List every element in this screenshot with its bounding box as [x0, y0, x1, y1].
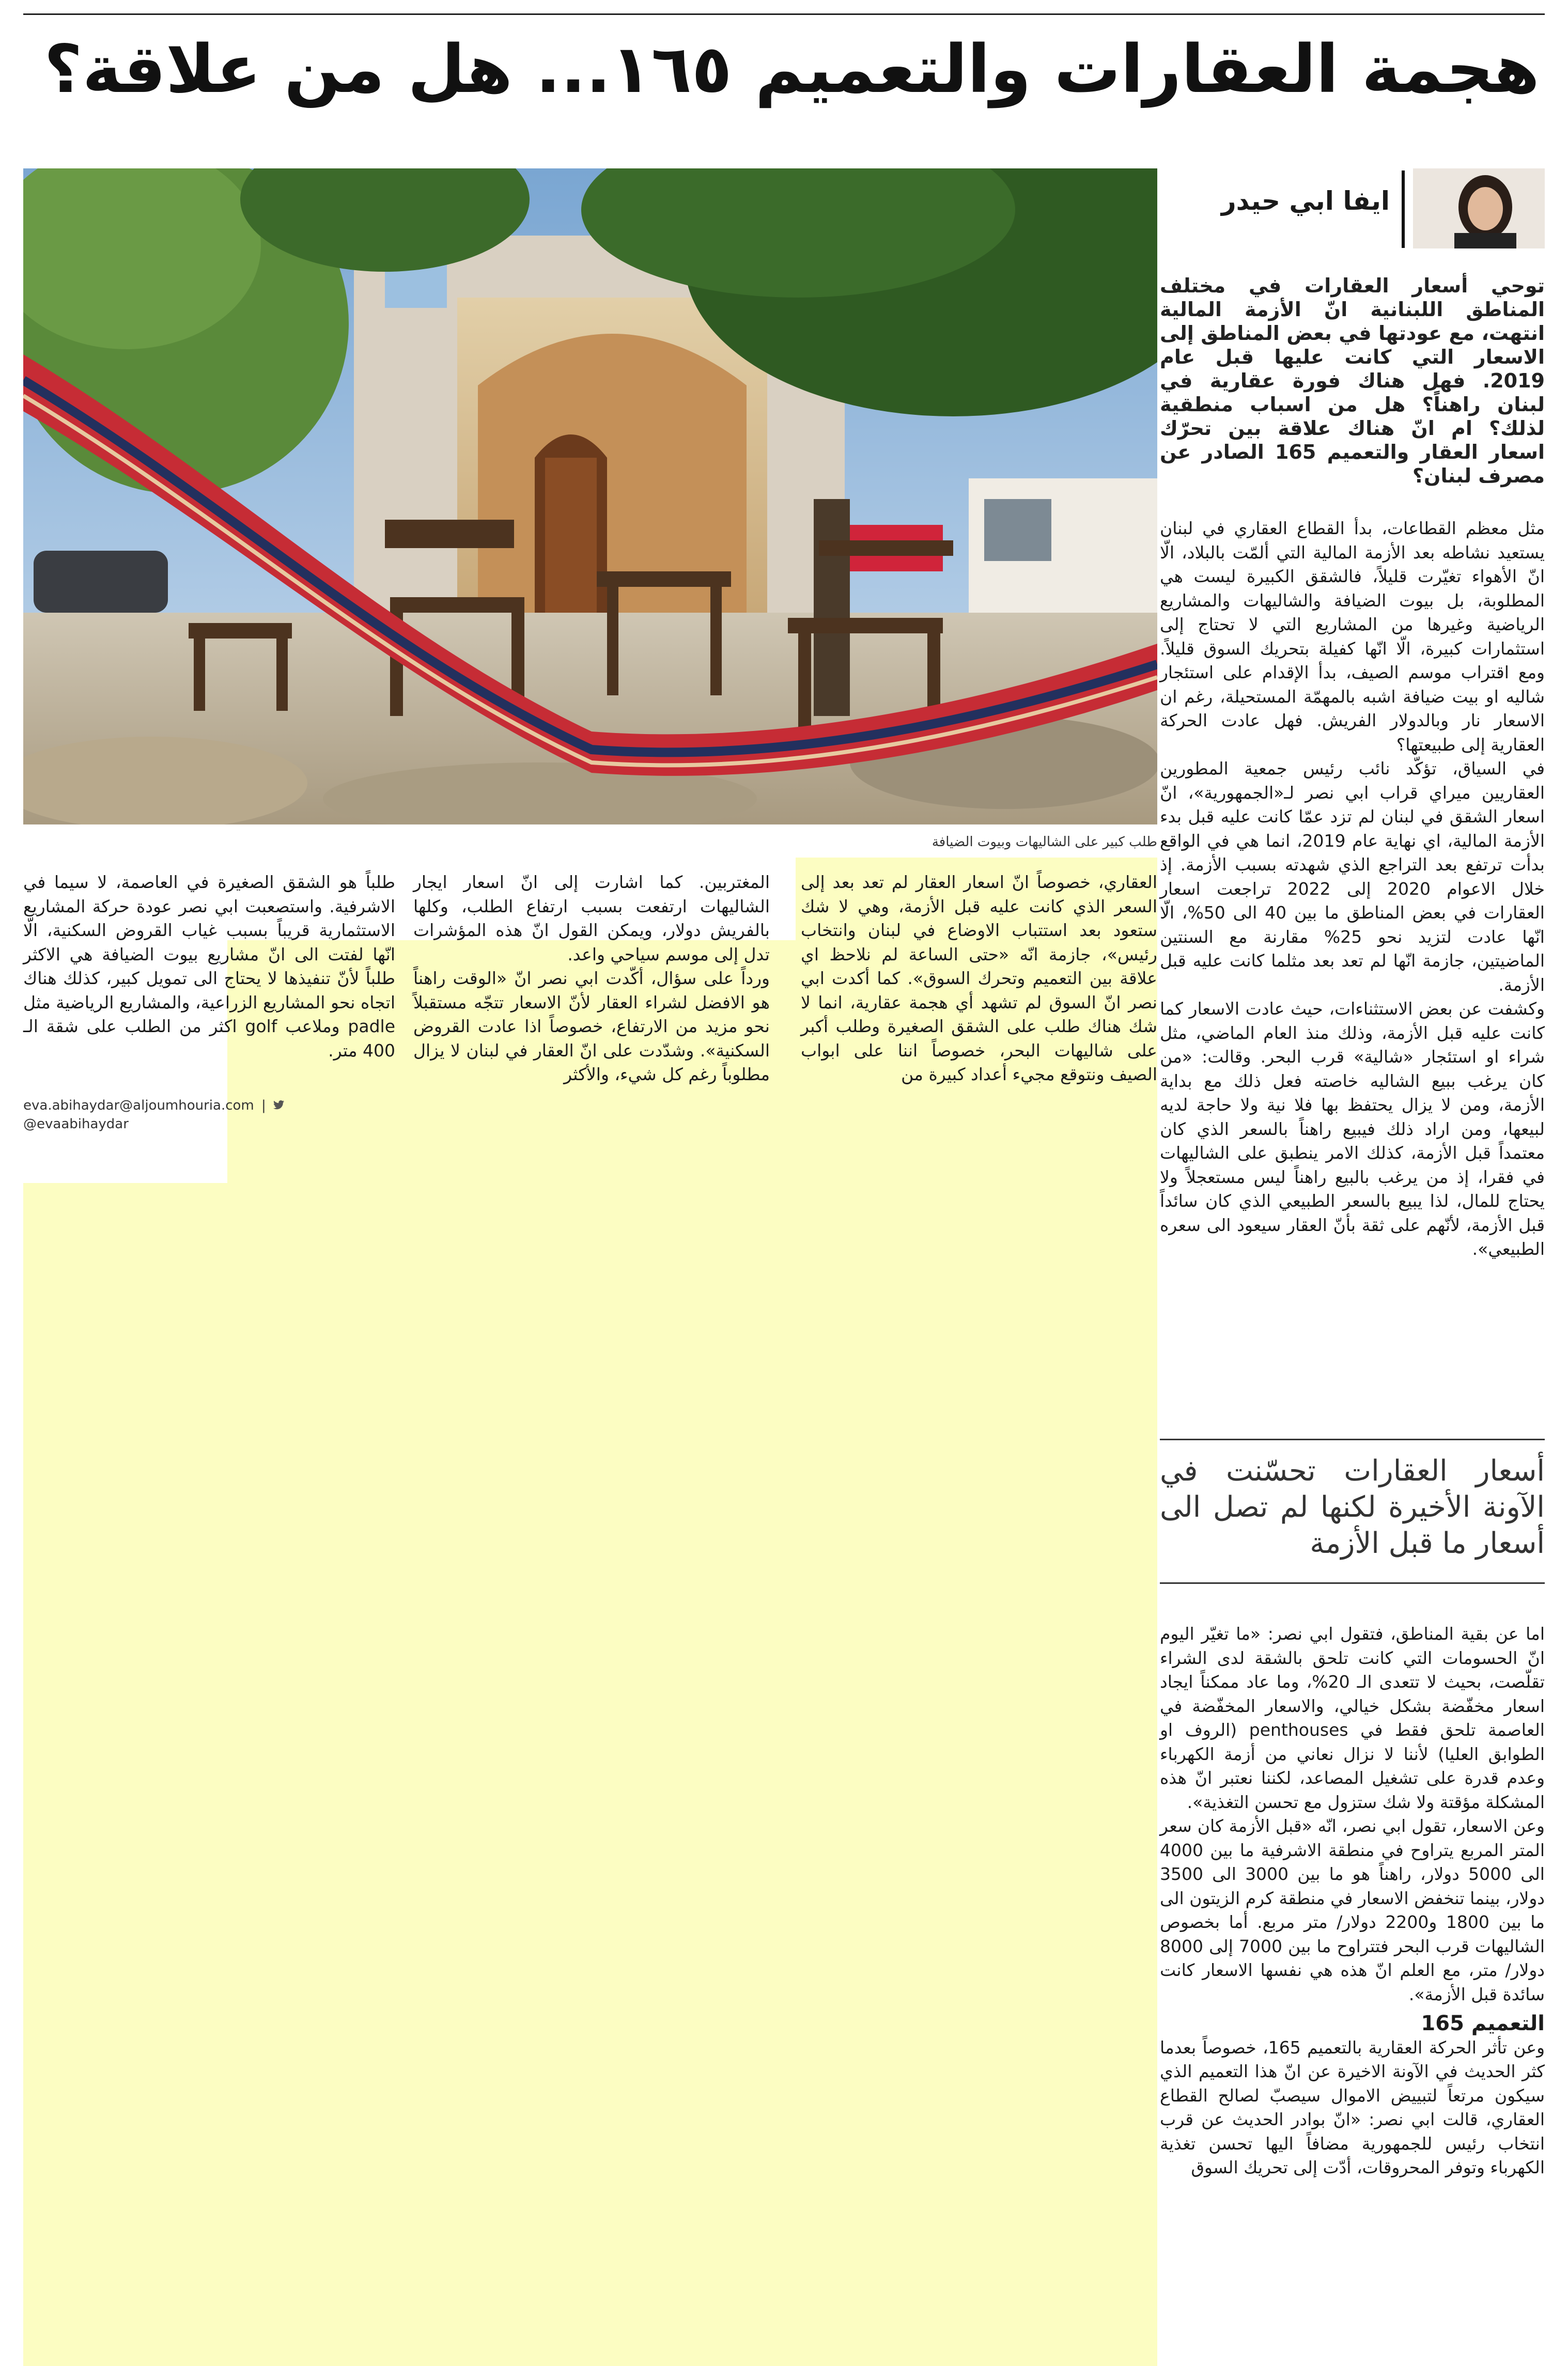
contact-twitter[interactable]: @evaabihaydar	[23, 1116, 129, 1132]
author-contact	[23, 1096, 395, 1133]
paragraph: وعن تأثر الحركة العقارية بالتعميم 165، خصوصاً بعدما كثر الحديث في الآونة الاخيرة عن انّ هذا التعميم الذي سيكون مرتعاً لتبييض الاموال سيصبّ لصالح القطاع العقاري، قالت ابي نصر: «انّ بوادر الحديث عن قرب انتخاب رئيس للجمهورية مضافاً اليها تحسن تغذية الكهرباء وتوفر المحروقات، أدّت إلى تحريك السوق	[1160, 2037, 1545, 2177]
twitter-bird-icon-svg	[273, 1100, 285, 1110]
lead-paragraph: توحي أسعار العقارات في مختلف المناطق اللبنانية انّ الأزمة المالية انتهت، مع عودتها في بعض المناطق إلى الاسعار التي كانت عليها قبل عام 2019. فهل هناك فورة عقارية في لبنان راهناً؟ هل من اسباب منطقية لذلك؟ ام انّ هناك علاقة بين تحرّك اسعار العقار والتعميم 165 الصادر عن مصرف لبنان؟	[1160, 274, 1545, 487]
paragraph: وكشفت عن بعض الاستثناءات، حيث عادت الاسعار كما كانت عليه قبل الأزمة، وذلك منذ العام الماضي، مثل شراء او استئجار «شالية» قرب البحر. وقالت: «من كان يرغب ببيع الشاليه خاصته فعل ذلك مع بداية الأزمة، ومن لا يزال يحتفظ بها فلا نية ولا حاجة لديه لبيعها، ومن اراد ذلك فيبيع راهناً بالسعر الذي كان معتمداً قبل الأزمة، كذلك الامر ينطبق على الشاليهات في فقرا، إذ من يرغب بالبيع راهناً ليس مستعجلاً ولا يحتاج للمال، لذا يبيع بالسعر الطبيعي الذي كان سائداً قبل الأزمة، لأنّهم على ثقة بأنّ العقار سيعود الى سعره الطبيعي».	[1160, 999, 1545, 1259]
top-rule	[23, 13, 1545, 15]
article-column-a: العقاري، خصوصاً انّ اسعار العقار لم تعد بعد إلى السعر الذي كانت عليه قبل الأزمة، وهي لا شك ستعود بعد استتباب الاوضاع في لبنان وانتخاب رئيس»، جازمة انّه «حتى الساعة لم نلاحظ اي علاقة بين التعميم وتحرك السوق». كما أكدت ابي نصر انّ السوق لم تشهد أي هجمة عقارية، انما لا شك هناك طلب على الشقق الصغيرة وطلب أكبر على شاليهات البحر، خصوصاً اننا على ابواب الصيف ونتوقع مجيء أعداد كبيرة من	[801, 872, 1157, 1084]
paragraph: مثل معظم القطاعات، بدأ القطاع العقاري في لبنان يستعيد نشاطه بعد الأزمة المالية التي ألمّت بالبلاد، الّا انّ الأهواء تغيّرت قليلاً، فالشقق الكبيرة ليست هي المطلوبة، بل بيوت الضيافة والشاليهات والمشاريع الرياضية وغيرها من المشاريع التي لا تحتاج إلى استثمارات كبيرة، الّا انّها كفيلة بتحريك السوق قليلاً. ومع اقتراب موسم الصيف، بدأ الإقدام على استئجار شاليه او بيت ضيافة اشبه بالمهمّة المستحيلة، رغم ان الاسعار نار وبالدولار الفريش. فهل عادت الحركة العقارية إلى طبيعتها؟	[1160, 518, 1545, 755]
article-column-c: طلباً هو الشقق الصغيرة في العاصمة، لا سيما في الاشرفية. واستصعبت ابي نصر عودة حركة المشاريع الاستثمارية قريباً بسبب غياب القروض السكنية، الّا انّها لفتت الى انّ مشاريع بيوت الضيافة هي الاكثر طلباً لأنّ تنفيذها لا يحتاج الى تمويل كبير، كذلك هناك اتجاه نحو المشاريع الزراعية، والمشاريع الرياضية مثل padle وملاعب golf اكثر من الطلب على شقة الـ 400 متر.	[23, 872, 395, 1061]
article-column-b: المغتربين. كما اشارت إلى انّ اسعار ايجار الشاليهات ارتفعت بسبب ارتفاع الطلب، وكلها بالفريش دولار، ويمكن القول انّ هذه المؤشرات تدل إلى موسم سياحي واعد. ورداً على سؤال، أكّدت ابي نصر انّ «الوقت راهناً هو الافضل لشراء العقار لأنّ الاسعار تتجّه مستقبلاً نحو مزيد من الارتفاع، خصوصاً اذا عادت القروض السكنية». وشدّدت على انّ العقار في لبنان لا يزال مطلوباً رغم كل شيء، والأكثر	[413, 872, 770, 1084]
article-column-right-bottom	[1160, 1622, 1545, 2180]
author-photo	[1413, 168, 1545, 248]
author-separator	[1402, 170, 1405, 248]
photo-caption: طلب كبير على الشاليهات وبيوت الضيافة	[932, 834, 1157, 850]
pull-quote	[1160, 1439, 1545, 1584]
paragraph: اما عن بقية المناطق، فتقول ابي نصر: «ما تغيّر اليوم انّ الحسومات التي كانت تلحق بالشقة لدى الشراء تقلّصت، بحيث لا تتعدى الـ 20%، وما عاد ممكناً ايجاد اسعار مخفّضة بشكل خيالي، والاسعار المخفّضة في العاصمة تلحق فقط في penthouses (الروف او الطوابق العليا) لأننا لا نزال نعاني من أزمة الكهرباء وعدم قدرة على تشغيل المصاعد، لكننا نعتبر انّ هذه المشكلة مؤقتة ولا شك ستزول مع تحسن التغذية».	[1160, 1624, 1545, 1812]
contact-email[interactable]: eva.abihaydar@aljoumhouria.com	[23, 1098, 254, 1113]
paragraph: وعن الاسعار، تقول ابي نصر، انّه «قبل الأزمة كان سعر المتر المربع يتراوح في منطقة الاشرفية ما بين 4000 الى 5000 دولار، راهناً هو ما بين 3000 الى 3500 دولار، بينما تنخفض الاسعار في منطقة كرم الزيتون الى ما بين 1800 و2200 دولار/ متر مربع. أما بخصوص الشاليهات قرب البحر فتتراوح ما بين 7000 إلى 8000 دولار/ متر، مع العلم انّ هذه هي نفسها الاسعار كانت سائدة قبل الأزمة».	[1160, 1816, 1545, 2004]
pull-quote-text: أسعار العقارات تحسّنت في الآونة الأخيرة لكنها لم تصل الى أسعار ما قبل الأزمة	[1160, 1454, 1545, 1560]
author-name: ايفا ابي حيدر	[1221, 186, 1390, 216]
headline: هجمة العقارات والتعميم ١٦٥... هل من علاقة؟	[44, 31, 1540, 108]
section-subhead: التعميم 165	[1421, 2012, 1545, 2035]
author-portrait	[1413, 168, 1545, 248]
highlight-block	[23, 1183, 1157, 2366]
contact-separator: |	[261, 1098, 266, 1113]
article-column-right-top	[1160, 517, 1545, 1262]
article-photo	[23, 168, 1157, 824]
photo-illustration	[23, 168, 1157, 824]
paragraph: في السياق، تؤكّد نائب رئيس جمعية المطورين العقاريين ميراي قراب ابي نصر لـ«الجمهورية»، انّ اسعار الشقق في لبنان لم تزد عمّا كانت عليه قبل بدء الأزمة المالية، اي نهاية عام 2019، انما هي في الواقع بدأت ترتفع بعد التراجع الذي شهدته بسبب الأزمة. إذ خلال الاعوام 2020 إلى 2022 تراجعت اسعار العقارات في بعض المناطق ما بين 40 الى 50%، الّا انّها عادت لتزيد نحو 25% مقارنة مع السنتين الماضيتين، جازمة انّها لم تعد بعد مثلما كانت عليه قبل الأزمة.	[1160, 758, 1545, 995]
twitter-bird-icon	[273, 1098, 285, 1113]
